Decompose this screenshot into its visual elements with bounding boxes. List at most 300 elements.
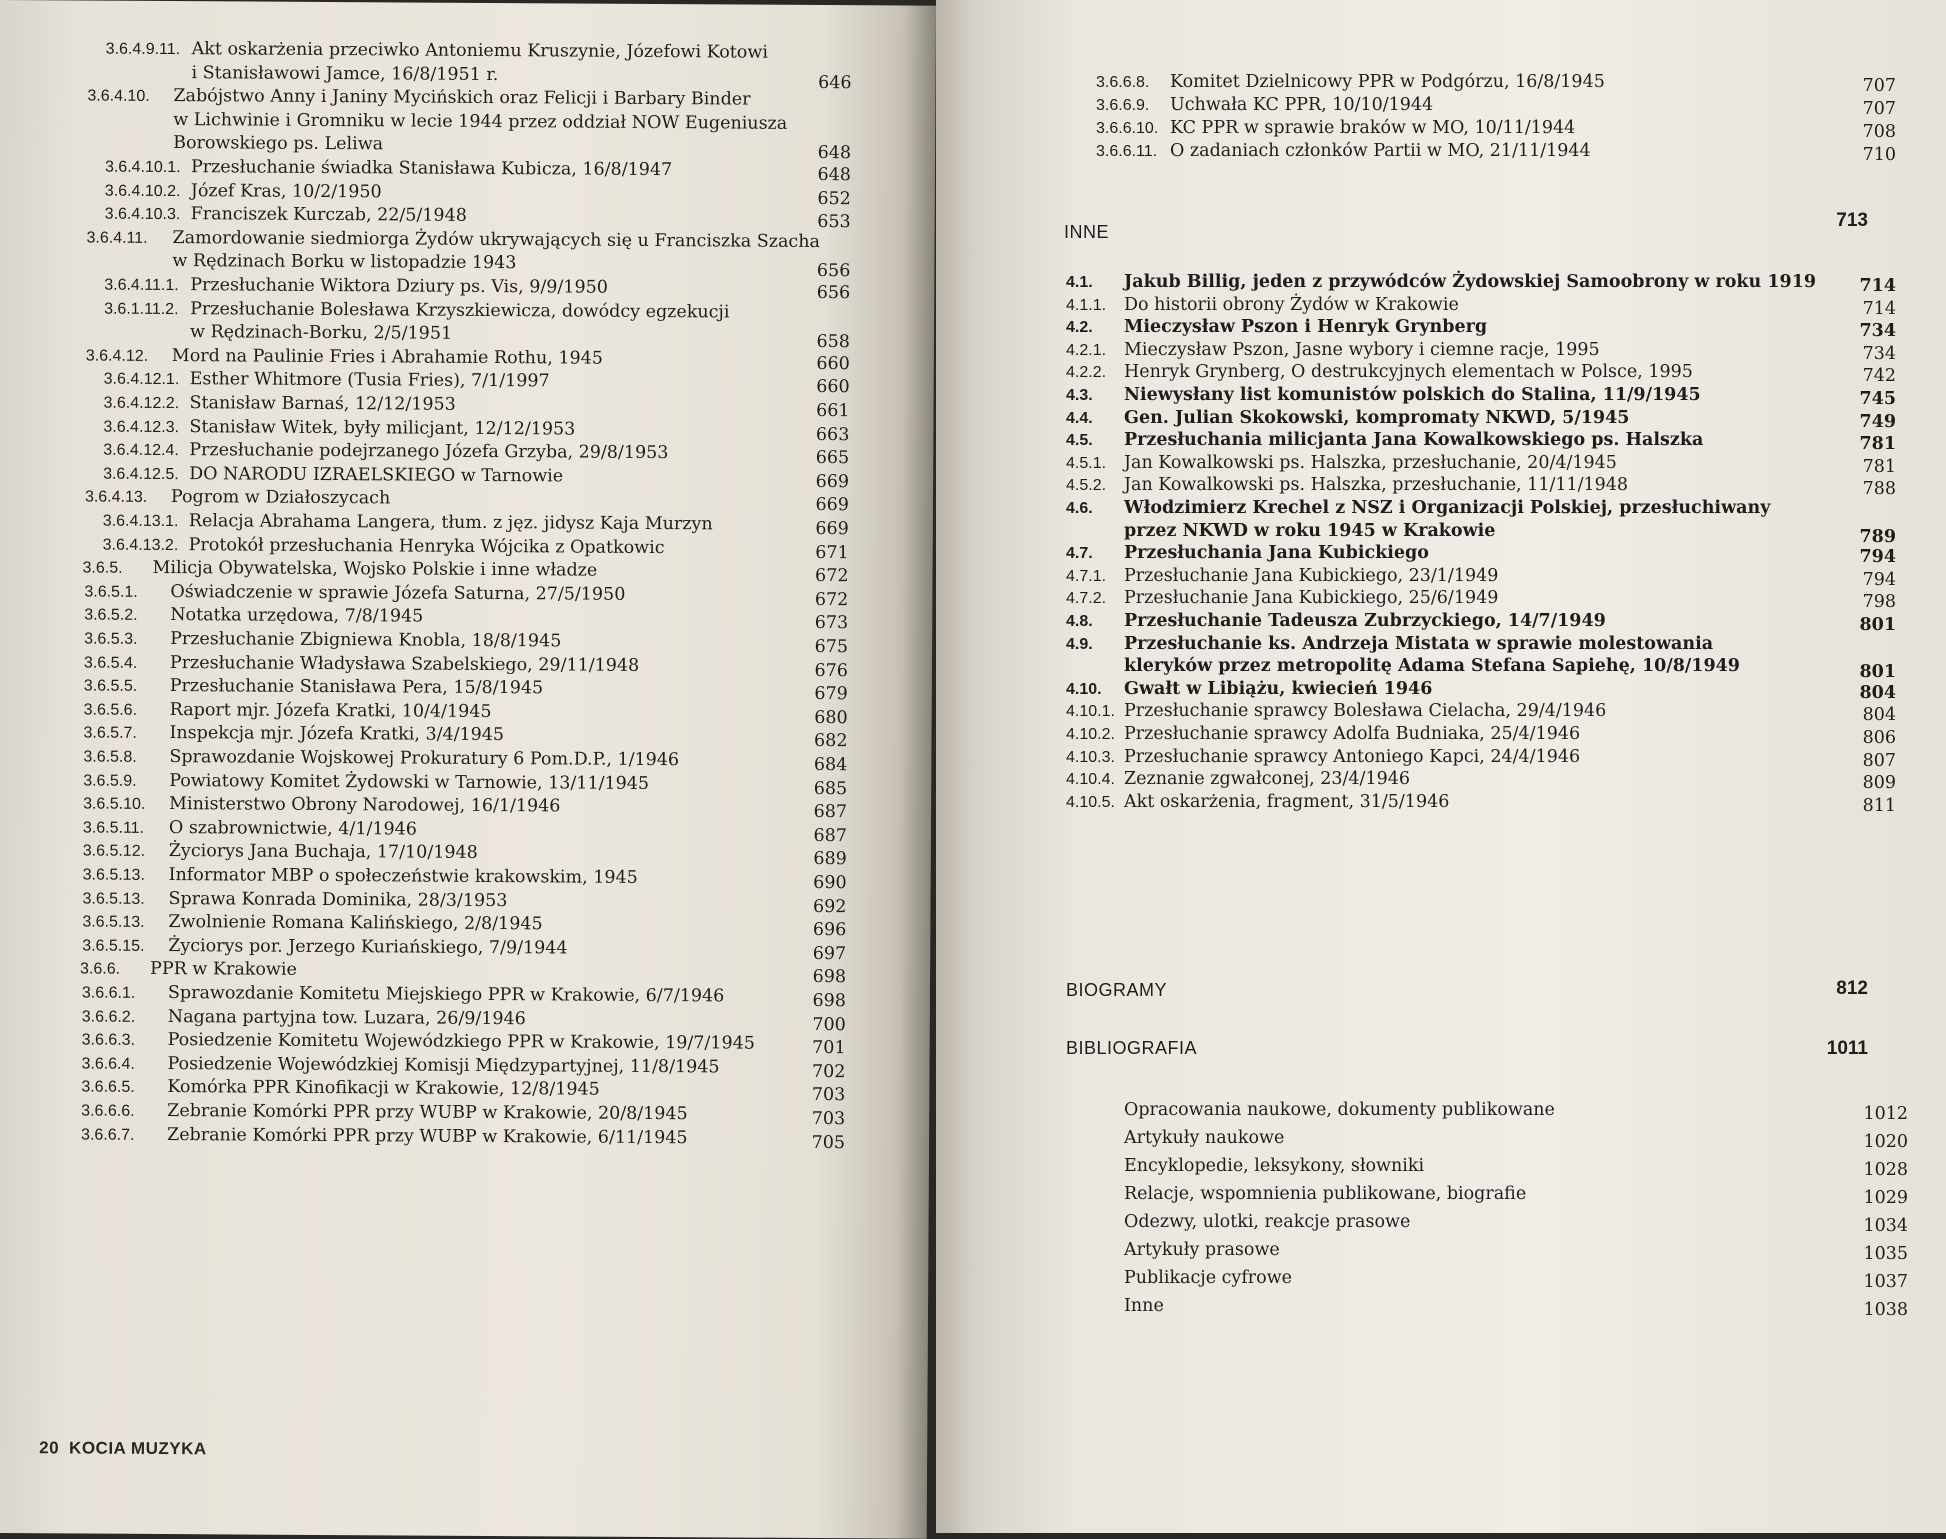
toc-entry-number: 3.6.4.12. (85, 347, 149, 365)
toc-entry-page: 673 (814, 613, 849, 634)
toc-entry-number: 3.6.6.6. (81, 1102, 135, 1120)
toc-entry-number: 3.6.5.5. (83, 677, 138, 696)
toc-entry-page: 714 (1859, 276, 1896, 296)
toc-entry-line: Stanisław Witek, były milicjant, 12/12/1953 (189, 416, 576, 440)
toc-entry-page: 702 (812, 1061, 846, 1082)
toc-entry-line: Inne (1124, 1296, 1164, 1316)
toc-entry-page: 794 (1859, 547, 1896, 568)
toc-entry-line: Przesłuchanie ks. Andrzeja Mistata w sprawie molestowania (1124, 633, 1714, 654)
toc-entry-line: Józef Kras, 10/2/1950 (190, 180, 382, 202)
toc-entry-page: 669 (815, 518, 849, 540)
toc-entry (1124, 1128, 1848, 1156)
toc-entry-page: 653 (817, 212, 851, 233)
toc-entry-line: Milicja Obywatelska, Wojsko Polskie i inne władze (152, 558, 598, 581)
toc-entry-page: 801 (1859, 662, 1896, 683)
toc-entry-title (1124, 1212, 1848, 1240)
toc-entry-title (1124, 769, 1836, 792)
toc-entry-number: 3.6.4.10.1. (104, 158, 181, 177)
toc-entry-page: 656 (816, 282, 851, 304)
toc-entry (1066, 430, 1836, 453)
toc-entry-page: 685 (813, 778, 848, 799)
toc-entry-title (1124, 611, 1836, 634)
toc-entry-page: 742 (1862, 366, 1896, 387)
toc-entry-line: Posiedzenie Komitetu Wojewódzkiego PPR w Krakowie, 19/7/1945 (167, 1030, 755, 1054)
toc-entry-line: Mord na Paulinie Fries i Abrahamie Rothu, 1945 (171, 345, 603, 369)
toc-entry-page: 652 (817, 188, 851, 209)
toc-entry-number: 4.2. (1066, 319, 1093, 337)
toc-entry-number: 3.6.6.5. (81, 1078, 135, 1097)
toc-entry-page: 671 (815, 542, 849, 563)
toc-entry-page: 794 (1862, 569, 1896, 590)
toc-entry-line: Franciszek Kurczab, 22/5/1948 (190, 204, 467, 227)
toc-entry-page: 690 (813, 872, 847, 894)
toc-entry-line: Pogrom w Działoszycach (170, 487, 391, 509)
toc-entry-line: Raport mjr. Józefa Kratki, 10/4/1945 (169, 699, 492, 722)
toc-entry-number: 3.6.6.8. (1096, 74, 1150, 91)
toc-entry (1066, 340, 1836, 363)
toc-entry-page: 646 (818, 72, 852, 93)
toc-entry (1066, 408, 1836, 431)
toc-entry-number: 4.2.2. (1066, 364, 1107, 382)
toc-entry-page: 687 (813, 802, 848, 823)
toc-entry-page: 665 (815, 448, 850, 469)
toc-entry-title (1124, 408, 1836, 431)
section-inne-page: 713 (1836, 210, 1868, 231)
toc-entry-line: KC PPR w sprawie braków w MO, 10/11/1944 (1170, 118, 1576, 138)
toc-entry-line: Przesłuchanie Jana Kubickiego, 25/6/1949 (1124, 588, 1499, 609)
toc-entry-page: 701 (812, 1038, 846, 1059)
toc-entry-title (1124, 295, 1836, 318)
toc-entry-page: 1038 (1863, 1300, 1908, 1320)
toc-entry-page: 679 (814, 684, 848, 705)
toc-entry-line: Przesłuchanie podejrzanego Józefa Grzyba, 29/8/1953 (189, 440, 669, 464)
toc-entry-page: 672 (814, 589, 849, 610)
toc-entry-line: Komórka PPR Kinofikacji w Krakowie, 12/8/1945 (167, 1077, 600, 1101)
toc-entry-number: 3.6.4.13. (84, 488, 148, 507)
toc-entry-line: przez NKWD w roku 1945 w Krakowie (1124, 520, 1496, 541)
toc-entry-line: Nagana partyjna tow. Luzara, 26/9/1946 (167, 1006, 526, 1029)
toc-entry-line: Przesłuchanie świadka Stanisława Kubicza, 16/8/1947 (190, 157, 673, 181)
toc-entry-title (1124, 747, 1836, 770)
toc-entry-page: 682 (814, 731, 848, 752)
toc-entry-line: Artykuły prasowe (1124, 1240, 1280, 1260)
toc-entry-page: 663 (815, 424, 850, 445)
toc-entry (1124, 1240, 1848, 1268)
toc-entry-number: 4.3. (1066, 387, 1093, 404)
toc-entry-number: 4.10.3. (1066, 748, 1115, 766)
toc-entry-number: 3.6.6. (80, 960, 121, 979)
toc-entry-line: Życiorys Jana Buchaja, 17/10/1948 (168, 841, 478, 864)
toc-entry-page: 1029 (1863, 1188, 1908, 1208)
toc-entry-line: Relacje, wspomnienia publikowane, biografie (1124, 1184, 1527, 1204)
toc-entry-number: 4.7. (1066, 545, 1093, 563)
toc-entry-number: 4.1. (1066, 274, 1093, 291)
toc-entry-number: 3.6.6.11. (1096, 143, 1158, 160)
toc-entry-line: DO NARODU IZRAELSKIEGO w Tarnowie (189, 463, 564, 487)
toc-entry-number: 4.8. (1066, 613, 1093, 630)
toc-entry-page: 1028 (1863, 1160, 1908, 1180)
toc-entry (1066, 362, 1836, 385)
toc-entry-title (191, 39, 791, 90)
toc-entry-number: 3.6.4.12.2. (103, 394, 180, 413)
toc-entry-number: 4.1.1. (1066, 296, 1107, 314)
toc-entry-number: 3.6.6.10. (1096, 120, 1159, 137)
toc-entry-line: w Rędzinach Borku w listopadzie 1943 (172, 251, 517, 274)
toc-entry-number: 3.6.4.11.1. (104, 276, 179, 295)
toc-entry-line: Esther Whitmore (Tusia Fries), 7/1/1997 (189, 369, 550, 392)
toc-entry-number: 3.6.5.4. (83, 654, 138, 672)
toc-entry (1066, 747, 1836, 770)
toc-entry-line: Zamordowanie siedmiorga Żydów ukrywających się u Franciszka Szacha (172, 227, 820, 252)
section-bibliografia-title: BIBLIOGRAFIA (1066, 1038, 1198, 1058)
toc-entry (1066, 295, 1836, 318)
toc-entry-page: 806 (1862, 728, 1896, 748)
section-biogramy-title: BIOGRAMY (1066, 980, 1168, 1000)
toc-entry-page: 661 (816, 400, 850, 422)
toc-entry-number: 3.6.4.10.3. (104, 205, 181, 224)
toc-entry-line: Przesłuchania Jana Kubickiego (1124, 543, 1429, 564)
toc-entry-line: w Rędzinach-Borku, 2/5/1951 (189, 322, 453, 344)
toc-entry-page: 689 (813, 849, 847, 870)
toc-entry-page: 707 (1862, 99, 1896, 119)
toc-entry-title (1124, 724, 1836, 747)
toc-entry-page: 648 (817, 143, 852, 164)
toc-entry (86, 227, 820, 278)
toc-entry (1096, 72, 1836, 95)
toc-entry (1096, 118, 1836, 141)
toc-entry-page: 660 (816, 353, 850, 374)
toc-entry (1124, 1156, 1848, 1184)
toc-entry-number: 3.6.5.3. (84, 630, 138, 648)
toc-entry-page: 697 (812, 943, 847, 964)
toc-entry (1124, 1268, 1848, 1296)
toc-entry-title (190, 299, 790, 350)
toc-entry (1124, 1212, 1848, 1240)
toc-entry-line: i Stanisławowi Jamce, 16/8/1951 r. (191, 62, 499, 85)
toc-entry-page: 703 (811, 1085, 846, 1106)
toc-entry-line: Akt oskarżenia przeciwko Antoniemu Kruszynie, Józefowi Kotowi (191, 39, 769, 63)
toc-entry-number: 4.10.1. (1066, 703, 1115, 721)
toc-entry-number: 3.6.5.9. (83, 772, 137, 790)
toc-entry-page: 700 (812, 1014, 846, 1035)
toc-entry-page: 1020 (1863, 1132, 1908, 1152)
toc-entry-page: 804 (1859, 682, 1896, 703)
toc-entry-line: Przesłuchania milicjanta Jana Kowalkowskiego ps. Halszka (1124, 430, 1704, 451)
toc-entry-line: Przesłuchanie Wiktora Dziury ps. Vis, 9/9/1950 (190, 275, 608, 298)
toc-entry-line: Zwolnienie Romana Kalińskiego, 2/8/1945 (168, 912, 543, 935)
toc-entry-number: 3.6.4.11. (86, 229, 148, 247)
toc-entry-number: 3.6.6.4. (81, 1055, 135, 1073)
toc-entry-page: 788 (1862, 479, 1896, 500)
toc-entry (1066, 317, 1836, 340)
toc-entry-line: Opracowania naukowe, dokumenty publikowane (1124, 1100, 1555, 1120)
toc-entry-title (1170, 141, 1836, 164)
toc-entry-page: 676 (814, 660, 848, 681)
toc-entry-line: Artykuły naukowe (1124, 1128, 1285, 1148)
toc-entry-title (167, 1125, 785, 1152)
section-biogramy-page: 812 (1836, 978, 1868, 999)
toc-entry-number: 3.6.6.2. (81, 1008, 136, 1026)
toc-entry-line: Zabójstwo Anny i Janiny Mycińskich oraz Felicji i Barbary Binder (173, 86, 751, 110)
toc-entry-title (173, 86, 791, 161)
toc-entry-title (1170, 72, 1836, 95)
toc-entry-page: 809 (1862, 773, 1896, 794)
toc-entry-page: 675 (814, 636, 849, 658)
page-footer (39, 1438, 217, 1459)
toc-entry-number: 3.6.5.13. (82, 866, 145, 884)
toc-entry (1066, 634, 1836, 679)
toc-entry-line: Jan Kowalkowski ps. Halszka, przesłuchanie, 20/4/1945 (1124, 452, 1617, 473)
toc-entry-page: 714 (1862, 298, 1896, 319)
toc-entry-line: Jakub Billig, jeden z przywódców Żydowskiej Samoobrony w roku 1919 (1124, 272, 1817, 292)
toc-entry (1066, 588, 1836, 611)
toc-entry-number: 4.7.2. (1066, 590, 1107, 608)
toc-entry-line: O zadaniach członków Partii w MO, 21/11/1944 (1170, 141, 1591, 161)
toc-entry-line: O szabrownictwie, 4/1/1946 (168, 817, 417, 840)
toc-entry (1066, 769, 1836, 792)
toc-entry (1066, 724, 1836, 747)
toc-entry-page: 703 (811, 1108, 846, 1130)
toc-entry-line: Przesłuchanie Zbigniewa Knobla, 18/8/1945 (170, 629, 562, 652)
toc-entry-line: Gen. Julian Skokowski, kompromaty NKWD, 5/1945 (1124, 407, 1630, 428)
toc-entry-page: 734 (1859, 321, 1896, 342)
toc-entry (1124, 1296, 1848, 1324)
toc-entry-title (1124, 272, 1836, 295)
toc-entry-line: Gwałt w Libiążu, kwiecień 1946 (1124, 678, 1433, 699)
toc-entry-page: 798 (1862, 592, 1896, 613)
toc-entry-number: 3.6.6.7. (81, 1126, 135, 1144)
toc-entry (1066, 679, 1836, 702)
toc-entry (1124, 1100, 1848, 1128)
toc-entry-page: 656 (816, 261, 851, 282)
toc-entry-title (1124, 1268, 1848, 1296)
toc-entry-page: 669 (815, 471, 850, 492)
toc-entry-title (1170, 118, 1836, 141)
toc-entry (1066, 475, 1836, 498)
toc-entry-line: Oświadczenie w sprawie Józefa Saturna, 27/5/1950 (170, 581, 626, 605)
toc-entry-page: 680 (814, 707, 848, 728)
toc-entry-line: Stanisław Barnaś, 12/12/1953 (189, 393, 456, 415)
toc-entry-number: 3.6.5.6. (83, 701, 138, 719)
toc-entry-page: 789 (1859, 526, 1896, 547)
toc-entry-title (1170, 95, 1836, 118)
toc-entry-number: 3.6.6.1. (81, 984, 136, 1002)
toc-entry-line: Zebranie Komórki PPR przy WUBP w Krakowie, 20/8/1945 (167, 1101, 688, 1125)
toc-entry-line: Przesłuchanie Jana Kubickiego, 23/1/1949 (1124, 565, 1499, 586)
toc-entry (1096, 141, 1836, 164)
toc-entry-line: w Lichwinie i Gromniku w lecie 1944 przez oddział NOW Eugeniusza (173, 109, 788, 134)
toc-entry-line: Posiedzenie Wojewódzkiej Komisji Międzypartyjnej, 11/8/1945 (167, 1053, 720, 1078)
toc-entry-title (1124, 453, 1836, 476)
toc-entry-page: 781 (1859, 434, 1896, 455)
toc-entry-number: 3.6.6.9. (1096, 97, 1150, 114)
toc-entry-number: 4.2.1. (1066, 341, 1107, 359)
toc-entry-title (1124, 634, 1836, 679)
toc-entry-line: Mieczysław Pszon, Jasne wybory i ciemne racje, 1995 (1124, 339, 1600, 360)
toc-entry (105, 39, 791, 90)
toc-entry-title (1124, 498, 1836, 543)
toc-entry-title (1124, 475, 1836, 498)
toc-entry-line: Borowskiego ps. Leliwa (173, 133, 384, 155)
toc-entry-line: Odezwy, ulotki, reakcje prasowe (1124, 1212, 1411, 1232)
toc-entry (1096, 95, 1836, 118)
toc-entry-line: Mieczysław Pszon i Henryk Grynberg (1124, 317, 1488, 338)
toc-entry-line: Akt oskarżenia, fragment, 31/5/1946 (1124, 791, 1450, 812)
toc-entry-title (1124, 1240, 1848, 1268)
toc-entry-line: Przesłuchanie Stanisława Pera, 15/8/1945 (169, 676, 544, 699)
toc-entry-line: Przesłuchanie sprawcy Antoniego Kapci, 24/4/1946 (1124, 746, 1581, 767)
toc-entry-number: 4.10.2. (1066, 726, 1115, 743)
toc-entry-number: 3.6.6.3. (81, 1031, 136, 1050)
toc-entry (1066, 498, 1836, 543)
toc-entry-title (1124, 362, 1836, 385)
toc-entry-line: Powiatowy Komitet Żydowski w Tarnowie, 13/11/1945 (169, 770, 650, 794)
toc-entry-number: 4.10. (1066, 680, 1102, 698)
toc-entry-number: 3.6.4.13.1. (102, 512, 179, 531)
toc-entry-title (1124, 701, 1836, 724)
toc-entry-number: 4.9. (1066, 635, 1093, 653)
toc-entry-number: 3.6.4.10.2. (104, 182, 181, 200)
toc-entry-page: 811 (1862, 795, 1896, 816)
toc-entry-page: 708 (1862, 122, 1896, 142)
toc-entry-line: Henryk Grynberg, O destrukcyjnych elementach w Polsce, 1995 (1124, 362, 1693, 383)
toc-entry (1066, 792, 1836, 815)
toc-entry-title (1124, 792, 1836, 815)
toc-entry (1066, 701, 1836, 724)
toc-entry-title (1124, 430, 1836, 453)
toc-entry-number: 4.4. (1066, 409, 1093, 427)
toc-entry-number: 4.5.2. (1066, 477, 1107, 495)
toc-entry-title (1124, 385, 1836, 408)
toc-entry (1066, 543, 1836, 566)
toc-entry-line: Życiorys por. Jerzego Kuriańskiego, 7/9/1944 (168, 935, 568, 959)
toc-entry-page: 781 (1862, 456, 1896, 477)
toc-entry-number: 3.6.5.8. (83, 748, 137, 766)
toc-entry-page: 707 (1862, 76, 1896, 96)
toc-entry-number: 3.6.5.15. (82, 937, 145, 955)
toc-entry-line: Do historii obrony Żydów w Krakowie (1124, 294, 1459, 315)
toc-entry-title (1124, 679, 1836, 702)
toc-entry (87, 86, 791, 161)
toc-entry (1066, 611, 1836, 634)
toc-entry-page: 672 (815, 566, 849, 587)
toc-entry-line: Informator MBP o społeczeństwie krakowskim, 1945 (168, 865, 638, 888)
toc-entry-page: 801 (1859, 615, 1896, 635)
right-page (936, 0, 1946, 1533)
toc-entry-line: Sprawozdanie Komitetu Miejskiego PPR w Krakowie, 6/7/1946 (167, 983, 725, 1007)
toc-entry-line: Inspekcja mjr. Józefa Kratki, 3/4/1945 (169, 723, 505, 746)
toc-entry-number: 3.6.5.10. (83, 795, 146, 814)
toc-entry-page: 734 (1862, 343, 1896, 364)
toc-entry-page: 698 (812, 990, 846, 1012)
toc-entry-line: Uchwała KC PPR, 10/10/1944 (1170, 95, 1434, 115)
toc-entry-number: 3.6.4.12.5. (103, 465, 179, 483)
toc-entry-title (1124, 1296, 1848, 1324)
toc-entry-title (1124, 1128, 1848, 1156)
toc-entry-number: 3.6.5.7. (83, 724, 137, 743)
toc-entry-title (1124, 1100, 1848, 1128)
toc-entry-line: Sprawozdanie Wojskowej Prokuratury 6 Pom.D.P., 1/1946 (169, 747, 680, 771)
toc-entry-number: 4.5.1. (1066, 454, 1107, 472)
toc-entry-line: PPR w Krakowie (150, 959, 297, 981)
toc-entry-title (1124, 543, 1836, 566)
toc-entry-line: Włodzimierz Krechel z NSZ i Organizacji Polskiej, przesłuchiwany (1124, 498, 1771, 518)
toc-entry-line: Przesłuchanie Bolesława Krzyszkiewicza, dowódcy egzekucji (190, 298, 730, 323)
toc-entry-page: 696 (812, 920, 847, 941)
toc-entry-page: 804 (1862, 705, 1896, 726)
toc-entry (81, 1124, 785, 1152)
toc-entry-title (1124, 317, 1836, 340)
toc-entry-title (1124, 1184, 1848, 1212)
toc-entry-number: 3.6.4.9.11. (105, 40, 181, 59)
toc-entry-page: 807 (1862, 750, 1896, 771)
toc-entry-page: 669 (815, 495, 849, 516)
toc-entry-page: 1012 (1863, 1104, 1908, 1124)
toc-entry-line: Protokół przesłuchania Henryka Wójcika z Opatkowic (188, 534, 665, 558)
toc-entry-number: 3.6.4.12.4. (103, 441, 179, 460)
toc-entry-number: 3.6.5.13. (82, 913, 145, 932)
toc-entry-number: 3.6.1.11.2. (104, 300, 179, 318)
toc-entry-line: Publikacje cyfrowe (1124, 1268, 1293, 1288)
toc-entry-number: 3.6.4.13.2. (102, 536, 179, 554)
toc-entry (1066, 272, 1836, 295)
toc-entry-number: 3.6.5.12. (82, 842, 146, 861)
right-toc (936, 0, 1946, 1533)
toc-entry-page: 1035 (1863, 1244, 1908, 1264)
toc-entry-page: 705 (811, 1132, 846, 1153)
toc-entry-page: 749 (1859, 411, 1896, 432)
toc-entry (104, 298, 790, 349)
toc-entry (1066, 385, 1836, 408)
left-toc (0, 0, 936, 1539)
toc-entry-line: Zeznanie zgwałconej, 23/4/1946 (1124, 769, 1410, 790)
toc-entry-number: 4.6. (1066, 500, 1093, 517)
toc-entry-line: Encyklopedie, leksykony, słowniki (1124, 1156, 1425, 1176)
toc-entry-number: 3.6.4.10. (87, 87, 150, 106)
toc-entry (1066, 453, 1836, 476)
toc-entry-title (1124, 1156, 1848, 1184)
toc-entry-title (1124, 588, 1836, 611)
toc-entry-page: 684 (813, 754, 848, 776)
toc-entry-page: 692 (813, 896, 847, 917)
toc-entry-line: Sprawa Konrada Dominika, 28/3/1953 (168, 888, 508, 911)
toc-entry-line: Relacja Abrahama Langera, tłum. z jęz. jidysz Kaja Murzyn (188, 511, 713, 535)
toc-entry-number: 4.10.5. (1066, 793, 1115, 811)
toc-entry-title (1124, 340, 1836, 363)
toc-entry-page: 710 (1862, 145, 1896, 165)
toc-entry-line: Przesłuchanie sprawcy Bolesława Cielacha, 29/4/1946 (1124, 701, 1607, 722)
section-bibliografia-page: 1011 (1826, 1038, 1868, 1059)
toc-entry-number: 3.6.4.12.1. (103, 371, 180, 389)
toc-entry-line: Przesłuchanie Władysława Szabelskiego, 29/11/1948 (169, 652, 640, 676)
toc-entry-number: 3.6.5. (82, 559, 123, 577)
toc-entry-page: 660 (816, 377, 850, 398)
toc-entry-page: 648 (817, 164, 852, 186)
toc-entry-number: 3.6.4.12.3. (103, 418, 180, 436)
toc-entry-page: 687 (813, 825, 847, 846)
toc-entry-line: kleryków przez metropolitę Adama Stefana Sapiehę, 10/8/1949 (1124, 656, 1740, 677)
toc-entry (1066, 566, 1836, 589)
footer-page-number: 20 (39, 1438, 60, 1458)
toc-entry-line: Komitet Dzielnicowy PPR w Podgórzu, 16/8/1945 (1170, 72, 1605, 92)
toc-entry-number: 3.6.5.1. (84, 583, 138, 601)
toc-entry-line: Zebranie Komórki PPR przy WUBP w Krakowie, 6/11/1945 (167, 1124, 688, 1148)
toc-entry-line: Notatka urzędowa, 7/8/1945 (170, 605, 424, 627)
toc-entry-page: 658 (816, 332, 850, 353)
toc-entry-line: Ministerstwo Obrony Narodowej, 16/1/1946 (169, 794, 561, 817)
toc-entry-page: 1037 (1863, 1272, 1908, 1292)
toc-entry-number: 4.10.4. (1066, 771, 1115, 789)
